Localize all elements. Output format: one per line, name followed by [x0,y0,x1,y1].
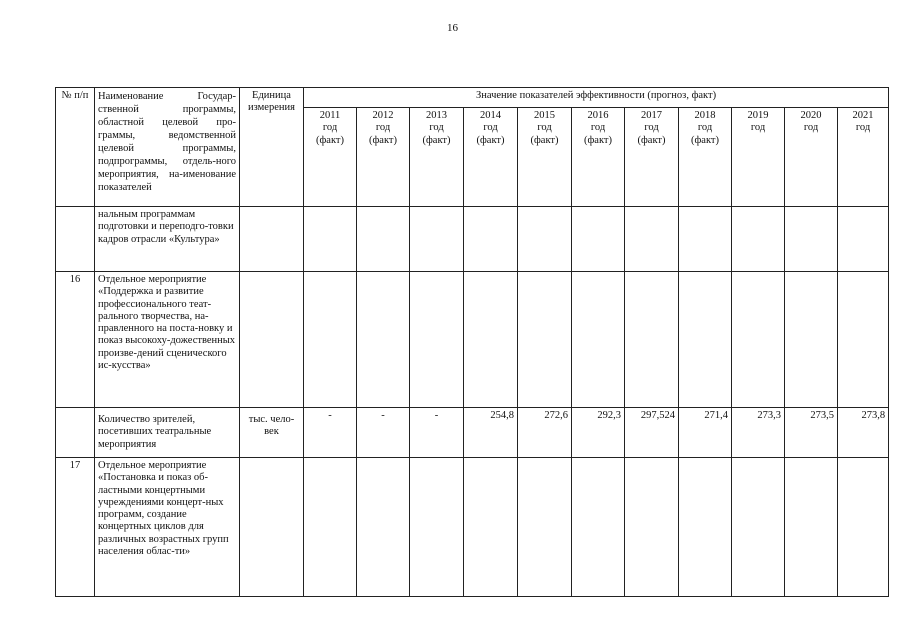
value-cell [838,458,889,597]
header-year-word: год [322,122,338,134]
value-cell [838,207,889,272]
header-year-year: 2020 [800,110,822,121]
row-unit [240,207,304,272]
header-year-year: 2016 [587,110,609,121]
header-year-note: (факт) [476,134,505,146]
value-cell [785,458,838,597]
header-year-word: год [429,122,444,134]
row-name: Отдельное мероприятие «Постановка и показ об-ластными концертными учреждениями концерт-ных программ, создание концертных циклов для различных возрастных групп населения облас-ти» [95,458,240,597]
header-year-word: год [537,122,552,134]
table-row [56,272,889,408]
value-cell [732,272,785,408]
row-unit [240,272,304,408]
value-cell [572,458,625,597]
row-name: нальным программам подготовки и переподго-товки кадров отрасли «Культура» [95,207,240,272]
table-row [56,207,889,272]
header-year-word: год [644,122,659,134]
header-year-2021 [838,108,889,207]
header-row-top [56,88,889,108]
value-cell: 292,3 [572,408,625,458]
value-cell [304,272,357,408]
header-name: Наименование Государ-ственной программы, областной целевой про-граммы, ведомственной целевой программы, подпрограммы, отдель-ного мероприятия, на-именование показателей [95,88,240,207]
value-cell: - [410,408,464,458]
row-num [56,408,95,458]
value-cell: 273,5 [785,408,838,458]
header-year-word: год [855,122,871,134]
header-year-year: 2014 [480,110,501,121]
value-cell [357,272,410,408]
header-year-note: (факт) [637,134,666,146]
header-year-2012 [357,108,410,207]
header-year-year: 2013 [426,110,447,121]
value-cell [732,207,785,272]
row-unit [240,458,304,597]
value-cell [410,272,464,408]
header-year-note: (факт) [530,134,559,146]
row-num: 17 [56,458,95,597]
value-cell: 271,4 [679,408,732,458]
value-cell [304,207,357,272]
header-year-2017 [625,108,679,207]
row-num: 16 [56,272,95,408]
value-cell [785,207,838,272]
header-year-note: (факт) [422,134,451,146]
value-cell [410,458,464,597]
table-row [56,408,889,458]
value-cell [357,207,410,272]
header-num: № п/п [56,88,95,207]
header-year-2016 [572,108,625,207]
value-cell [518,272,572,408]
value-cell [464,458,518,597]
header-year-word: год [590,122,606,134]
row-unit: тыс. чело-век [240,408,304,458]
header-year-word: год [375,122,391,134]
value-cell [464,272,518,408]
value-cell [679,207,732,272]
value-cell [357,458,410,597]
value-cell: 273,3 [732,408,785,458]
value-cell [518,458,572,597]
value-cell: 297,524 [625,408,679,458]
header-year-2020 [785,108,838,207]
header-values: Значение показателей эффективности (прогноз, факт) [304,88,889,108]
header-year-2018 [679,108,732,207]
indicators-table [55,87,889,597]
header-year-2014 [464,108,518,207]
value-cell [625,207,679,272]
value-cell [625,272,679,408]
header-year-year: 2019 [747,110,769,121]
header-year-note: (факт) [315,134,344,146]
value-cell: 272,6 [518,408,572,458]
table-row [56,458,889,597]
header-year-year: 2021 [852,110,874,121]
value-cell [838,272,889,408]
header-year-2019 [732,108,785,207]
header-year-2015 [518,108,572,207]
header-year-word: год [697,122,713,134]
header-year-word: год [483,122,498,134]
value-cell [304,458,357,597]
value-cell [464,207,518,272]
value-cell [572,272,625,408]
value-cell: 254,8 [464,408,518,458]
header-year-year: 2017 [641,110,662,121]
header-year-year: 2012 [372,110,394,121]
value-cell [572,207,625,272]
header-year-year: 2018 [694,110,716,121]
header-year-word: год [803,122,819,134]
value-cell: 273,8 [838,408,889,458]
value-cell [679,272,732,408]
header-year-year: 2015 [534,110,555,121]
header-year-note: (факт) [368,134,397,146]
value-cell: - [357,408,410,458]
value-cell [732,458,785,597]
header-year-year: 2011 [319,110,341,121]
header-year-note: (факт) [690,134,719,146]
value-cell [785,272,838,408]
value-cell [625,458,679,597]
value-cell [518,207,572,272]
row-num [56,207,95,272]
value-cell [679,458,732,597]
header-year-word: год [750,122,766,134]
row-name: Отдельное мероприятие «Поддержка и развитие профессионального теат-рального творчества, на-правленного на поста-новку и показ высокоху-дожественных произве-дений сценического ис-кусства» [95,272,240,408]
header-year-note: (факт) [583,134,612,146]
header-year-2011 [304,108,357,207]
value-cell: - [304,408,357,458]
value-cell [410,207,464,272]
row-name: Количество зрителей, посетивших театральные мероприятия [95,408,240,458]
header-year-2013 [410,108,464,207]
page-number: 16 [447,22,458,34]
header-unit: Единица измерения [240,88,304,207]
